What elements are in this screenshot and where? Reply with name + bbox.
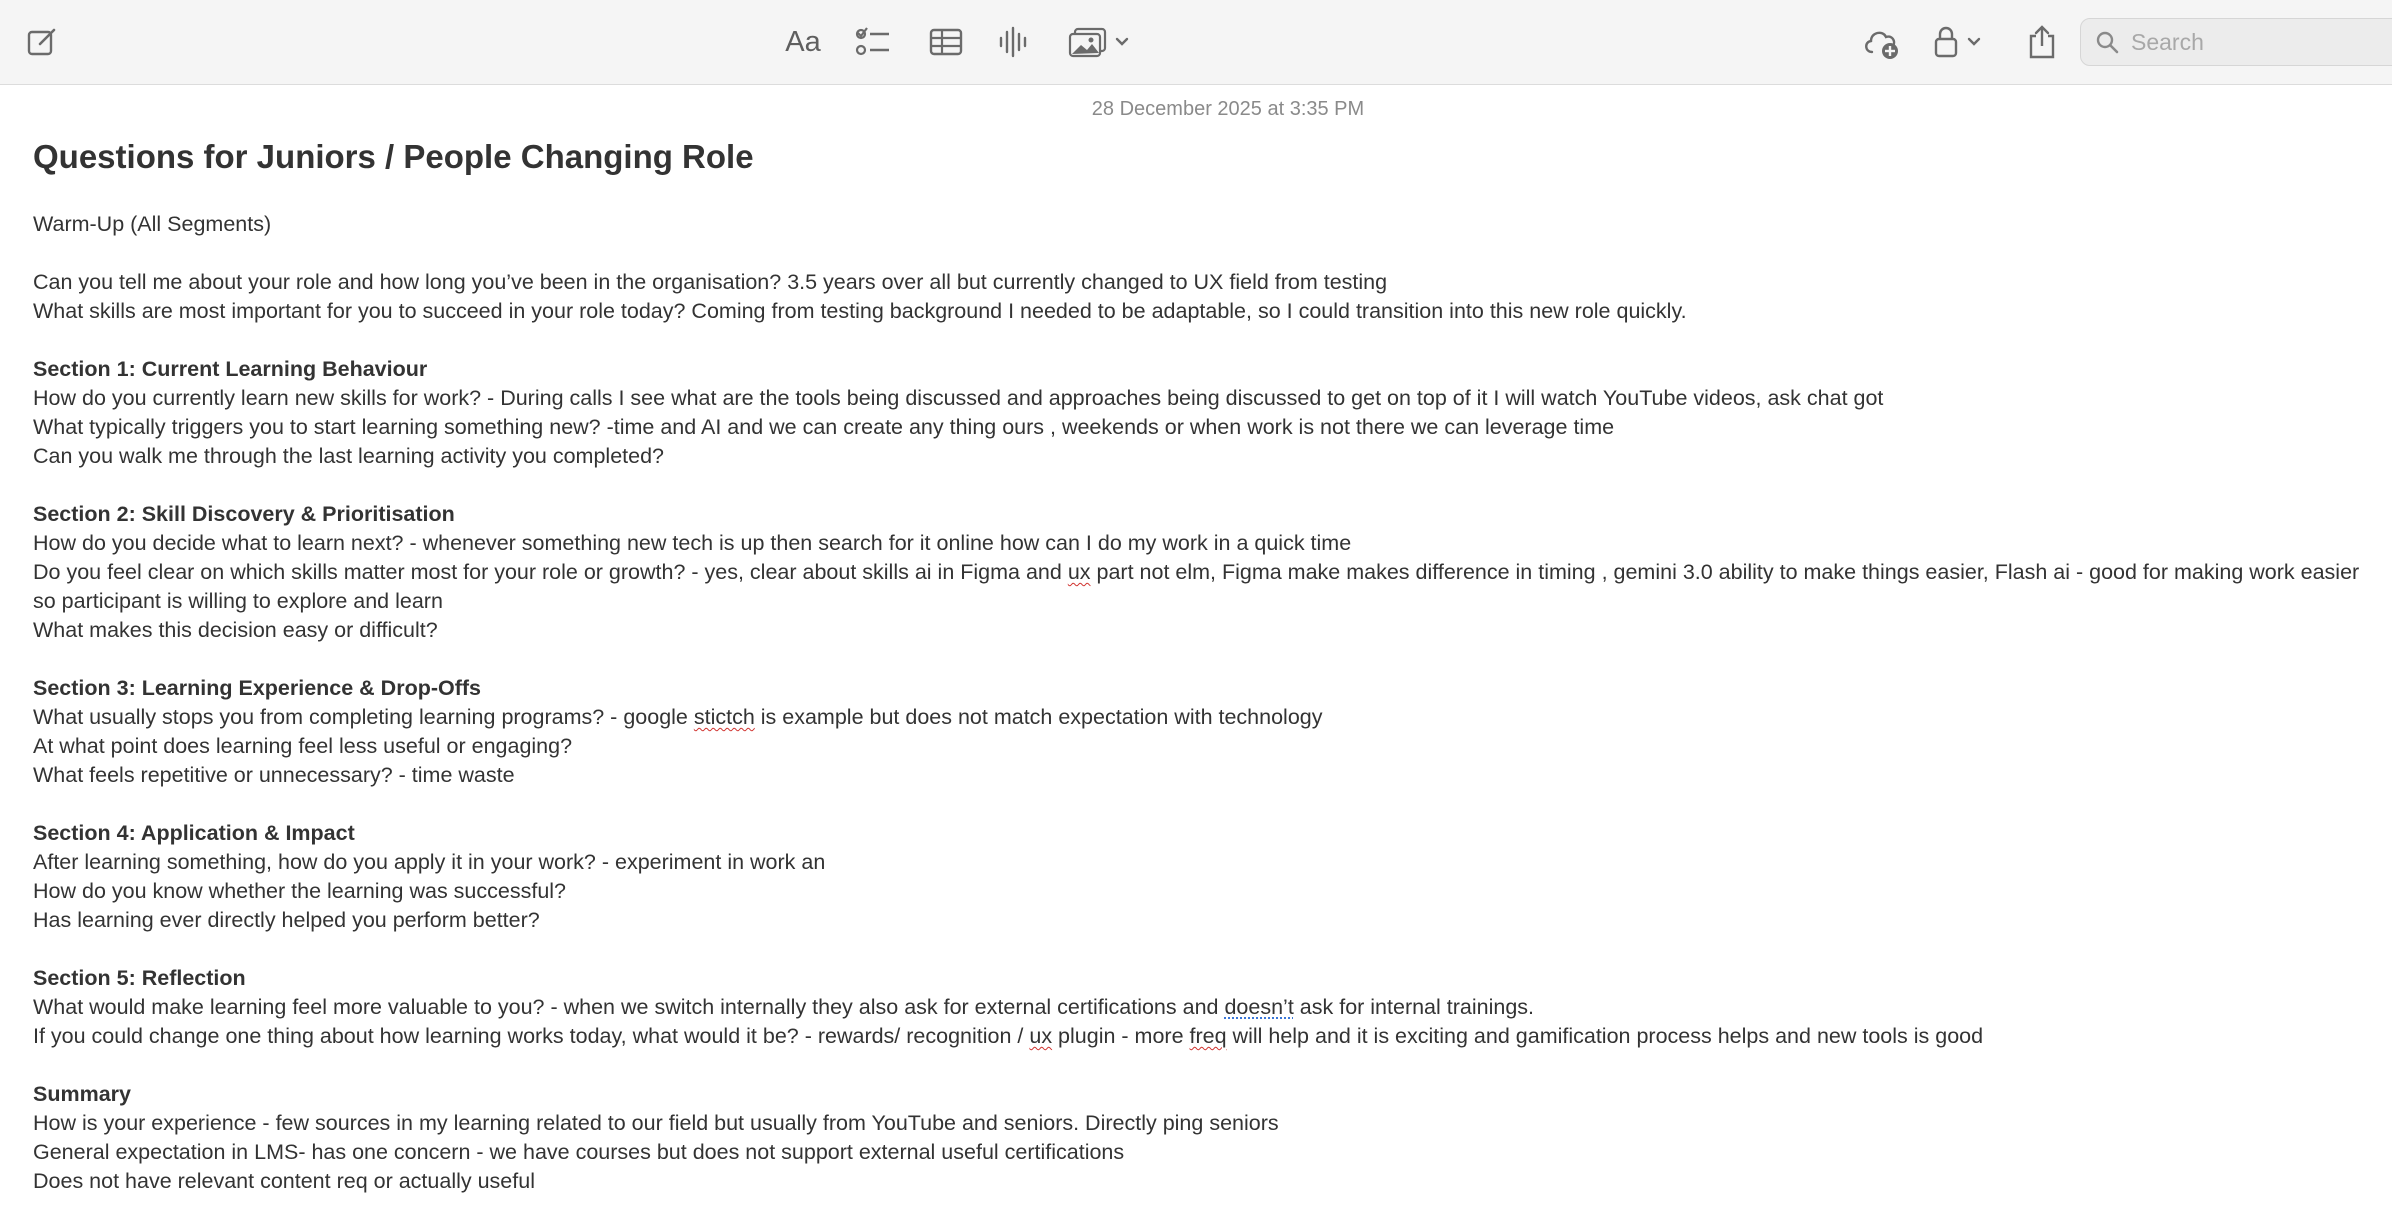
- question-text: is example but does not match expectation with technology: [754, 705, 1323, 729]
- toolbar: [0, 0, 2392, 85]
- question-line: What feels repetitive or unnecessary? - time waste: [33, 763, 515, 787]
- warmup-question: Can you tell me about your role and how long you’ve been in the organisation? 3.5 years over all but currently changed to UX field from testing: [33, 270, 1388, 294]
- question-line: [33, 703, 2373, 732]
- summary-line: General expectation in LMS- has one concern - we have courses but does not support external useful certifications: [33, 1140, 1125, 1164]
- question-text: If you could change one thing about how learning works today, what would it be? - rewards/ recognition /: [33, 1024, 1030, 1048]
- search-icon: [2095, 30, 2119, 54]
- media-icon[interactable]: [1068, 18, 1132, 66]
- summary-heading: Summary: [33, 1082, 131, 1106]
- search-field[interactable]: [2080, 18, 2392, 66]
- question-text: Do you feel clear on which skills matter most for your role or growth? - yes, clear about skills ai in Figma and: [33, 560, 1068, 584]
- audio-icon[interactable]: [996, 18, 1032, 66]
- compose-icon[interactable]: [24, 18, 60, 66]
- grammar-flagged-word[interactable]: doesn’t: [1224, 995, 1294, 1019]
- note-body[interactable]: [33, 210, 2373, 1196]
- question-line: What typically triggers you to start learning something new? -time and AI and we can create any thing ours , weekends or when work is not there we can leverage time: [33, 415, 1615, 439]
- note-date: 28 December 2025 at 3:35 PM: [1091, 98, 1365, 120]
- question-line: [33, 993, 2373, 1022]
- format-text-label: Aa: [785, 25, 821, 58]
- question-line: How do you decide what to learn next? - whenever something new tech is up then search for it online how can I do my work in a quick time: [33, 531, 1352, 555]
- question-line: What makes this decision easy or difficult?: [33, 618, 438, 642]
- section-heading: Section 5: Reflection: [33, 966, 246, 990]
- summary-line: Does not have relevant content req or actually useful: [33, 1169, 535, 1193]
- section-heading: Section 3: Learning Experience & Drop-Offs: [33, 676, 482, 700]
- section-heading: Section 1: Current Learning Behaviour: [33, 357, 428, 381]
- checklist-icon[interactable]: [853, 18, 893, 66]
- section-heading: Section 4: Application & Impact: [33, 821, 355, 845]
- question-text: What usually stops you from completing learning programs? - google: [33, 705, 694, 729]
- table-icon[interactable]: [926, 18, 966, 66]
- question-line: Can you walk me through the last learning activity you completed?: [33, 444, 665, 468]
- question-text: part not elm, Figma make makes difference in timing , gemini 3.0 ability to make things easier, Flash ai - good for making work easier so participant is willing to explore and learn: [33, 560, 2360, 613]
- misspelled-word[interactable]: freq: [1189, 1024, 1227, 1048]
- format-text-icon[interactable]: [780, 18, 826, 66]
- summary-line: How is your experience - few sources in my learning related to our field but usually from YouTube and seniors. Directly ping seniors: [33, 1111, 1279, 1135]
- share-icon[interactable]: [2024, 18, 2060, 66]
- misspelled-word[interactable]: stictch: [693, 705, 755, 729]
- question-line: Has learning ever directly helped you perform better?: [33, 908, 540, 932]
- question-text: What would make learning feel more valuable to you? - when we switch internally they also ask for external certifications and: [33, 995, 1225, 1019]
- question-text: will help and it is exciting and gamification process helps and new tools is good: [1226, 1024, 1984, 1048]
- question-line: How do you know whether the learning was successful?: [33, 879, 567, 903]
- question-line: How do you currently learn new skills for work? - During calls I see what are the tools being discussed and approaches being discussed to get on top of it I will watch YouTube videos, ask chat got: [33, 386, 1884, 410]
- question-text: ask for internal trainings.: [1293, 995, 1535, 1019]
- lock-icon[interactable]: [1933, 18, 1991, 66]
- warmup-heading: Warm-Up (All Segments): [33, 212, 272, 236]
- warmup-question: What skills are most important for you to succeed in your role today? Coming from testing background I needed to be adaptable, so I could transition into this new role quickly.: [33, 299, 1687, 323]
- question-line: At what point does learning feel less useful or engaging?: [33, 734, 573, 758]
- misspelled-word[interactable]: ux: [1029, 1024, 1053, 1048]
- search-input[interactable]: [2129, 28, 2392, 57]
- question-line: [33, 558, 2373, 616]
- question-line: After learning something, how do you apply it in your work? - experiment in work an: [33, 850, 826, 874]
- question-line: [33, 1022, 2373, 1051]
- question-text: plugin - more: [1052, 1024, 1190, 1048]
- misspelled-word[interactable]: ux: [1067, 560, 1091, 584]
- section-heading: Section 2: Skill Discovery & Prioritisation: [33, 502, 455, 526]
- note-editor[interactable]: [33, 84, 2392, 1232]
- collaborate-icon[interactable]: [1862, 18, 1902, 66]
- note-title[interactable]: Questions for Juniors / People Changing Role: [33, 138, 754, 175]
